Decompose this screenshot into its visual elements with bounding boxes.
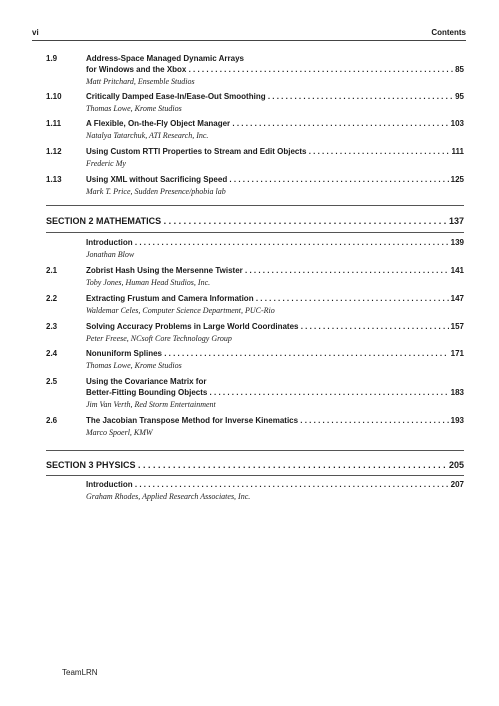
entry-title: Extracting Frustum and Camera Information . . .	[86, 294, 449, 304]
entry-number: 1.10	[46, 92, 62, 101]
section-page: 205	[448, 460, 464, 470]
entry-number: 2.4	[46, 349, 58, 358]
entry-author: Graham Rhodes, Applied Research Associates, Inc.	[86, 492, 251, 501]
entry-title-line	[86, 416, 464, 426]
entry-number: 1.12	[46, 147, 62, 156]
section-divider	[46, 450, 464, 451]
entry-author: Mark T. Price, Sudden Presence/phobia lab	[86, 187, 226, 196]
entry-title: The Jacobian Transpose Method for Inverse Kinematics . . .	[86, 416, 449, 426]
entry-number: 1.11	[46, 119, 62, 128]
entry-page: 139	[450, 238, 464, 247]
entry-page: 193	[450, 416, 464, 425]
entry-page: 111	[451, 147, 464, 156]
entry-author: Thomas Lowe, Krome Studios	[86, 104, 182, 113]
entry-author: Jonathan Blow	[86, 250, 135, 259]
section-divider	[46, 475, 464, 476]
entry-title: Nonuniform Splines . . .	[86, 349, 449, 359]
page-number: vi	[32, 28, 39, 37]
entry-title-line2	[86, 65, 464, 75]
entry-title-line	[86, 119, 464, 129]
entry-number: 2.6	[46, 416, 58, 425]
entry-page: 157	[450, 322, 464, 331]
entry-title-line	[86, 349, 464, 359]
entry-number: 2.3	[46, 322, 58, 331]
entry-number: 2.1	[46, 266, 58, 275]
section-divider	[46, 232, 464, 233]
entry-page: 95	[455, 92, 464, 101]
entry-author: Toby Jones, Human Head Studios, Inc.	[86, 278, 211, 287]
entry-number: 1.9	[46, 54, 58, 63]
section-title: SECTION 2 MATHEMATICS . . .	[46, 216, 447, 226]
entry-title-line	[86, 294, 464, 304]
entry-title: Introduction . . .	[86, 238, 449, 248]
entry-author: Marco Spoerl, KMW	[86, 428, 153, 437]
entry-page: 103	[450, 119, 464, 128]
entry-title-line1: Address-Space Managed Dynamic Arrays	[86, 54, 244, 63]
section-page: 137	[448, 216, 464, 226]
entry-page: 147	[450, 294, 464, 303]
entry-title: Using XML without Sacrificing Speed . . .	[86, 175, 449, 185]
running-title: Contents	[431, 28, 466, 37]
entry-title-line	[86, 92, 464, 102]
entry-title: Zobrist Hash Using the Mersenne Twister . . .	[86, 266, 449, 276]
running-header	[32, 28, 466, 41]
entry-title-line	[86, 480, 464, 490]
entry-page: 183	[450, 388, 464, 397]
entry-title-line2	[86, 388, 464, 398]
entry-page: 125	[450, 175, 464, 184]
entry-title-line	[86, 322, 464, 332]
entry-number: 1.13	[46, 175, 62, 184]
section-title: SECTION 3 PHYSICS . . .	[46, 460, 447, 470]
entry-author: Thomas Lowe, Krome Studios	[86, 361, 182, 370]
section-divider	[46, 205, 464, 206]
entry-number: 2.5	[46, 377, 58, 386]
entry-author: Waldemar Celes, Computer Science Department, PUC-Rio	[86, 306, 275, 315]
entry-title-line1: Using the Covariance Matrix for	[86, 377, 207, 386]
entry-title: Critically Damped Ease-In/Ease-Out Smoothing . . .	[86, 92, 453, 102]
entry-author: Matt Pritchard, Ensemble Studios	[86, 77, 195, 86]
entry-page: 171	[450, 349, 464, 358]
entry-page: 85	[455, 65, 464, 74]
toc-section-2[interactable]	[46, 216, 464, 226]
entry-number: 2.2	[46, 294, 58, 303]
entry-title: Solving Accuracy Problems in Large World Coordinates . . .	[86, 322, 449, 332]
entry-title: Introduction . . .	[86, 480, 449, 490]
footer-text: TeamLRN	[62, 668, 98, 677]
entry-title: Using Custom RTTI Properties to Stream and Edit Objects . . .	[86, 147, 450, 157]
entry-author: Frederic My	[86, 159, 126, 168]
entry-page: 141	[450, 266, 464, 275]
entry-author: Jim Van Verth, Red Storm Entertainment	[86, 400, 216, 409]
entry-page: 207	[450, 480, 464, 489]
toc-section-3[interactable]	[46, 460, 464, 470]
entry-title: A Flexible, On-the-Fly Object Manager . . .	[86, 119, 449, 129]
entry-title-line	[86, 147, 464, 157]
entry-title-line	[86, 175, 464, 185]
entry-author: Natalya Tatarchuk, ATI Research, Inc.	[86, 131, 209, 140]
entry-title-line	[86, 266, 464, 276]
entry-title-line	[86, 238, 464, 248]
entry-author: Peter Freese, NCsoft Core Technology Group	[86, 334, 232, 343]
entry-title: Better-Fitting Bounding Objects . . .	[86, 388, 449, 398]
entry-title: for Windows and the Xbox . . .	[86, 65, 453, 75]
